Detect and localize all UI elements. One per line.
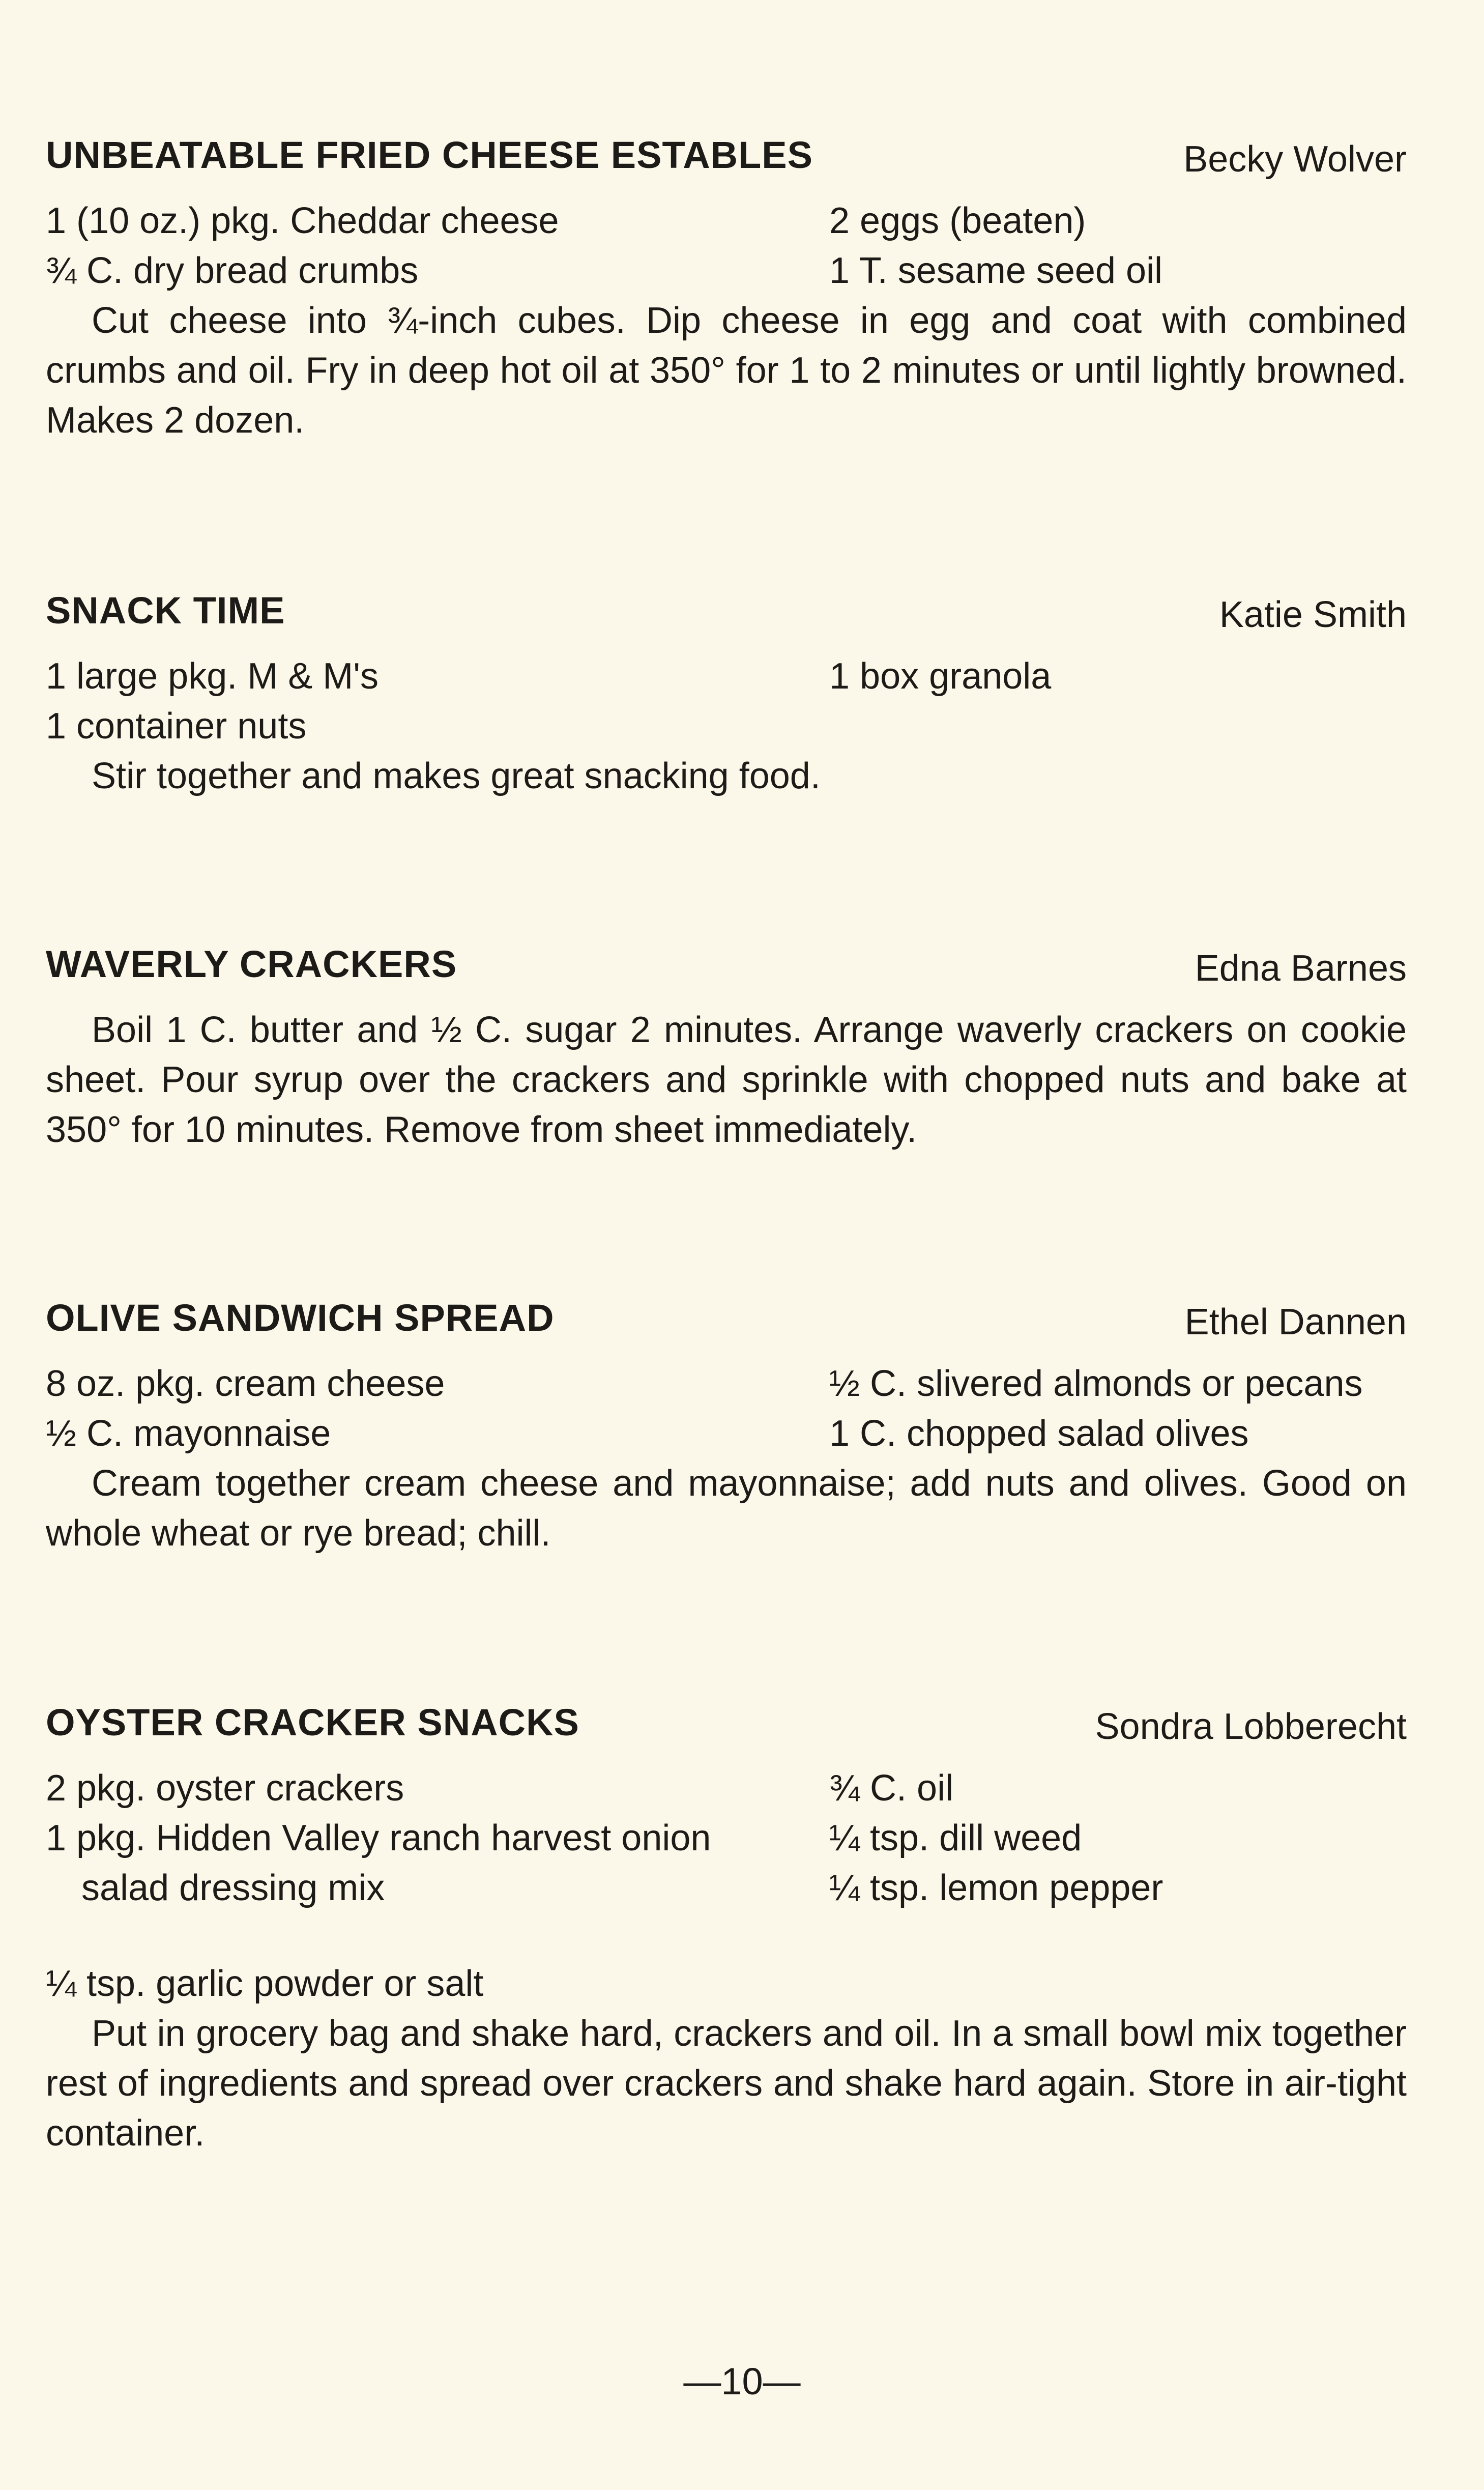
recipe-instructions: Cream together cream cheese and mayonnaise; add nuts and olives. Good on whole wheat or rye bread; chill. xyxy=(46,1463,1407,1554)
recipe-fried-cheese xyxy=(46,130,1407,445)
recipe-snack-time xyxy=(46,585,1407,801)
recipe-title: SNACK TIME xyxy=(46,589,285,632)
ingredients-left xyxy=(46,196,559,296)
ingredient: 1 T. sesame seed oil xyxy=(829,250,1163,291)
recipe-author: Ethel Dannen xyxy=(1184,1302,1407,1342)
ingredients xyxy=(46,651,1407,751)
recipe-instructions: Cut cheese into ¾-inch cubes. Dip cheese in egg and coat with combined crumbs and oil. Fry in deep hot oil at 350° for 1 to 2 minutes or until lightly browned. Makes 2 dozen. xyxy=(46,300,1407,441)
ingredient: 1 C. chopped salad olives xyxy=(829,1413,1249,1454)
recipe-waverly-crackers xyxy=(46,939,1407,1155)
recipe-header xyxy=(46,585,1407,646)
ingredient: ¾ C. oil xyxy=(829,1768,954,1809)
ingredient: 1 box granola xyxy=(829,656,1052,697)
recipe-header xyxy=(46,1697,1407,1758)
ingredient: 1 (10 oz.) pkg. Cheddar cheese xyxy=(46,201,559,241)
ingredient: 8 oz. pkg. cream cheese xyxy=(46,1363,445,1404)
ingredient: ¾ C. dry bread crumbs xyxy=(46,250,419,291)
recipe-author: Becky Wolver xyxy=(1183,139,1407,180)
ingredients-left xyxy=(46,1359,445,1458)
ingredient: ¼ tsp. lemon pepper xyxy=(829,1868,1163,1908)
ingredient: 2 eggs (beaten) xyxy=(829,201,1086,241)
ingredient: ¼ tsp. dill weed xyxy=(829,1818,1082,1858)
ingredients xyxy=(46,1763,1407,1913)
ingredient: 1 container nuts xyxy=(46,706,307,747)
recipe-author: Edna Barnes xyxy=(1195,948,1407,989)
ingredients-right xyxy=(829,1763,1163,1913)
ingredient: ¼ tsp. garlic powder or salt xyxy=(46,1963,484,2004)
page-number: —10— xyxy=(683,2360,801,2402)
recipe-author: Katie Smith xyxy=(1219,594,1407,635)
recipe-title: UNBEATABLE FRIED CHEESE ESTABLES xyxy=(46,134,813,176)
ingredients-right xyxy=(829,651,1051,701)
ingredient: 2 pkg. oyster crackers xyxy=(46,1768,404,1809)
recipe-title: WAVERLY CRACKERS xyxy=(46,943,457,985)
recipe-instructions: Stir together and makes great snacking food. xyxy=(92,756,821,796)
ingredient: ½ C. slivered almonds or pecans xyxy=(829,1363,1363,1404)
ingredient: ½ C. mayonnaise xyxy=(46,1413,331,1454)
recipe-instructions: Put in grocery bag and shake hard, crackers and oil. In a small bowl mix together rest of ingredients and spread over crackers and shake hard again. Store in air-tight container. xyxy=(46,2013,1407,2154)
recipe-header xyxy=(46,1293,1407,1354)
ingredient: 1 large pkg. M & M's xyxy=(46,656,379,697)
ingredient: salad dressing mix xyxy=(81,1868,385,1908)
ingredients-left xyxy=(46,651,379,751)
ingredients-right xyxy=(829,196,1162,296)
ingredients xyxy=(46,1359,1407,1458)
ingredients-right xyxy=(829,1359,1363,1458)
recipe-author: Sondra Lobberecht xyxy=(1095,1706,1407,1747)
recipe-olive-sandwich-spread xyxy=(46,1293,1407,1558)
recipe-title: OYSTER CRACKER SNACKS xyxy=(46,1701,579,1743)
recipe-header xyxy=(46,130,1407,191)
recipe-oyster-cracker-snacks xyxy=(46,1697,1407,2158)
recipe-instructions: Boil 1 C. butter and ½ C. sugar 2 minutes. Arrange waverly crackers on cookie sheet. Pour syrup over the crackers and sprinkle with chopped nuts and bake at 350° for 10 minutes. Remove from sheet immediately. xyxy=(46,1010,1407,1150)
ingredients-left xyxy=(46,1763,711,1913)
recipe-title: OLIVE SANDWICH SPREAD xyxy=(46,1297,555,1339)
ingredients xyxy=(46,196,1407,296)
recipe-header xyxy=(46,939,1407,1000)
ingredient: 1 pkg. Hidden Valley ranch harvest onion xyxy=(46,1818,711,1858)
